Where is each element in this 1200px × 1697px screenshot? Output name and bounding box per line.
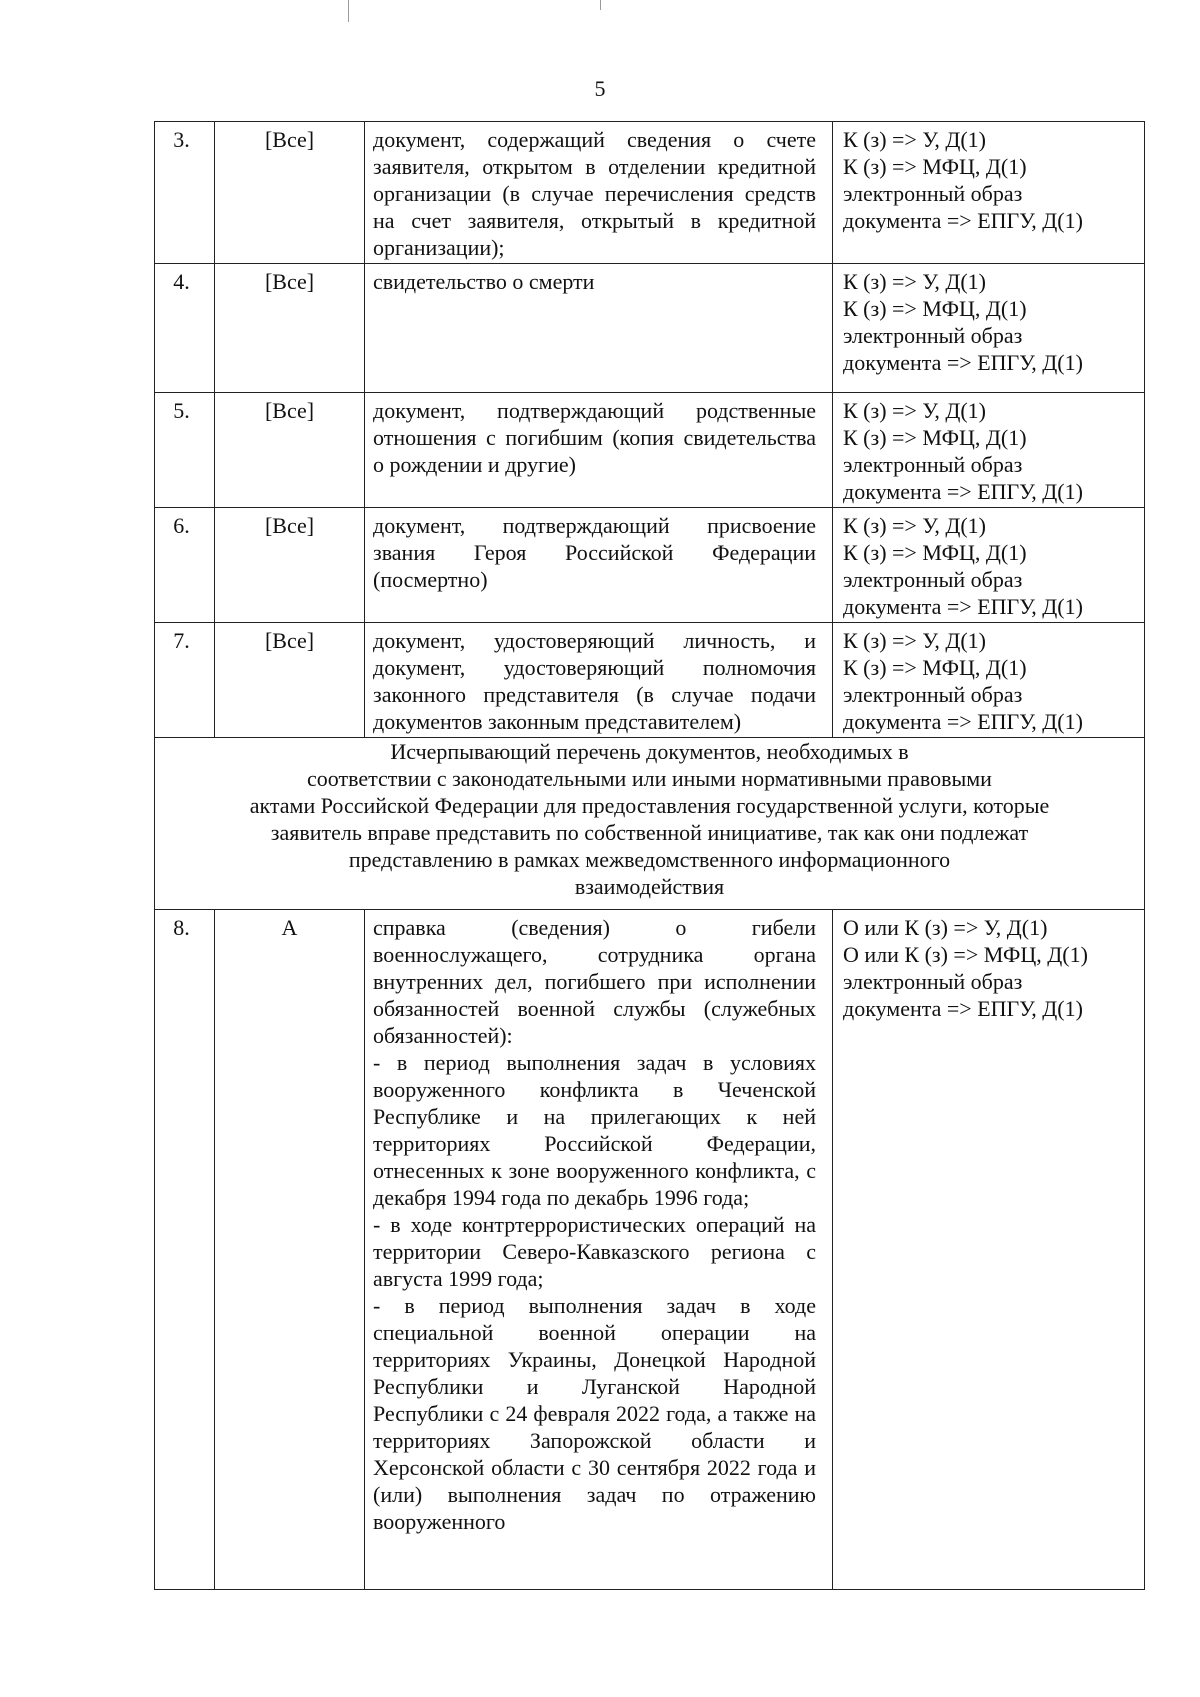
row-category: [Все] xyxy=(215,122,365,264)
row-number: 3. xyxy=(155,122,215,264)
section-heading-line: соответствии с законодательными или иными нормативными правовыми xyxy=(307,766,992,791)
row-category: [Все] xyxy=(215,508,365,623)
submission-line: документа => ЕПГУ, Д(1) xyxy=(843,996,1083,1021)
row-submission xyxy=(833,508,1145,623)
description-paragraph: справка (сведения) о гибели военнослужащего, сотрудника органа внутренних дел, погибшего при исполнении обязанностей военной службы (служебных обязанностей): xyxy=(373,915,816,1048)
submission-line: документа => ЕПГУ, Д(1) xyxy=(843,479,1083,504)
row-description: документ, содержащий сведения о счете заявителя, открытом в отделении кредитной организации (в случае перечисления средств на счет заявителя, открытый в кредитной организации); xyxy=(365,122,833,264)
section-heading-line: взаимодействия xyxy=(574,874,725,899)
row-number: 6. xyxy=(155,508,215,623)
submission-line: К (з) => МФЦ, Д(1) xyxy=(843,296,1027,321)
submission-line: электронный образ xyxy=(843,181,1023,206)
row-category: [Все] xyxy=(215,623,365,738)
table-row xyxy=(155,122,1145,264)
row-submission xyxy=(833,122,1145,264)
submission-line: документа => ЕПГУ, Д(1) xyxy=(843,208,1083,233)
row-description: документ, удостоверяющий личность, и документ, удостоверяющий полномочия законного представителя (в случае подачи документов законным представителем) xyxy=(365,623,833,738)
submission-line: О или К (з) => У, Д(1) xyxy=(843,915,1048,940)
submission-line: электронный образ xyxy=(843,452,1023,477)
table-row xyxy=(155,508,1145,623)
scan-mark-left xyxy=(348,0,349,22)
description-paragraph: - в период выполнения задач в ходе специальной военной операции на территориях Украины, Донецкой Народной Республики и Луганской Народной Республики с 24 февраля 2022 года, а также на территориях Запорожской области и Херсонской области с 30 сентября 2022 года и (или) выполнения задач по отражению вооруженного xyxy=(373,1293,816,1534)
submission-line: документа => ЕПГУ, Д(1) xyxy=(843,594,1083,619)
row-number: 8. xyxy=(155,910,215,1590)
submission-line: К (з) => У, Д(1) xyxy=(843,628,986,653)
section-heading-line: заявитель вправе представить по собственной инициативе, так как они подлежат xyxy=(270,820,1029,845)
submission-line: К (з) => У, Д(1) xyxy=(843,269,986,294)
row-description: документ, подтверждающий родственные отношения с погибшим (копия свидетельства о рождении и другие) xyxy=(365,393,833,508)
row-description: документ, подтверждающий присвоение звания Героя Российской Федерации (посмертно) xyxy=(365,508,833,623)
submission-line: К (з) => МФЦ, Д(1) xyxy=(843,655,1027,680)
row-category: [Все] xyxy=(215,393,365,508)
row-number: 4. xyxy=(155,264,215,393)
row-description: свидетельство о смерти xyxy=(365,264,833,393)
section-heading xyxy=(155,738,1145,910)
row-submission xyxy=(833,910,1145,1590)
row-submission xyxy=(833,264,1145,393)
row-number: 7. xyxy=(155,623,215,738)
row-submission xyxy=(833,393,1145,508)
table-row xyxy=(155,623,1145,738)
section-heading-line: актами Российской Федерации для предоставления государственной услуги, которые xyxy=(249,793,1050,818)
submission-line: электронный образ xyxy=(843,567,1023,592)
submission-line: К (з) => У, Д(1) xyxy=(843,513,986,538)
submission-line: электронный образ xyxy=(843,969,1023,994)
submission-line: документа => ЕПГУ, Д(1) xyxy=(843,350,1083,375)
description-paragraph: - в ходе контртеррористических операций на территории Северо-Кавказского региона с августа 1999 года; xyxy=(373,1212,816,1291)
submission-line: К (з) => МФЦ, Д(1) xyxy=(843,540,1027,565)
row-category: [Все] xyxy=(215,264,365,393)
submission-line: документа => ЕПГУ, Д(1) xyxy=(843,709,1083,734)
row-category: А xyxy=(215,910,365,1590)
submission-line: К (з) => МФЦ, Д(1) xyxy=(843,425,1027,450)
submission-line: К (з) => МФЦ, Д(1) xyxy=(843,154,1027,179)
section-heading-line: представлению в рамках межведомственного информационного xyxy=(348,847,951,872)
documents-table xyxy=(154,121,1145,1590)
page-number: 5 xyxy=(594,76,606,101)
description-paragraph: - в период выполнения задач в условиях вооруженного конфликта в Чеченской Республике и на прилегающих к ней территориях Российской Федерации, отнесенных к зоне вооруженного конфликта, с декабря 1994 года по декабрь 1996 года; xyxy=(373,1050,816,1210)
submission-line: электронный образ xyxy=(843,682,1023,707)
submission-line: К (з) => У, Д(1) xyxy=(843,127,986,152)
scan-mark-right xyxy=(600,0,601,10)
row-number: 5. xyxy=(155,393,215,508)
row-submission xyxy=(833,623,1145,738)
section-heading-line: Исчерпывающий перечень документов, необходимых в xyxy=(390,739,909,764)
table-row xyxy=(155,910,1145,1590)
submission-line: О или К (з) => МФЦ, Д(1) xyxy=(843,942,1088,967)
row-description xyxy=(365,910,833,1590)
section-heading-row xyxy=(155,738,1145,910)
submission-line: электронный образ xyxy=(843,323,1023,348)
table-row xyxy=(155,264,1145,393)
table-row xyxy=(155,393,1145,508)
submission-line: К (з) => У, Д(1) xyxy=(843,398,986,423)
